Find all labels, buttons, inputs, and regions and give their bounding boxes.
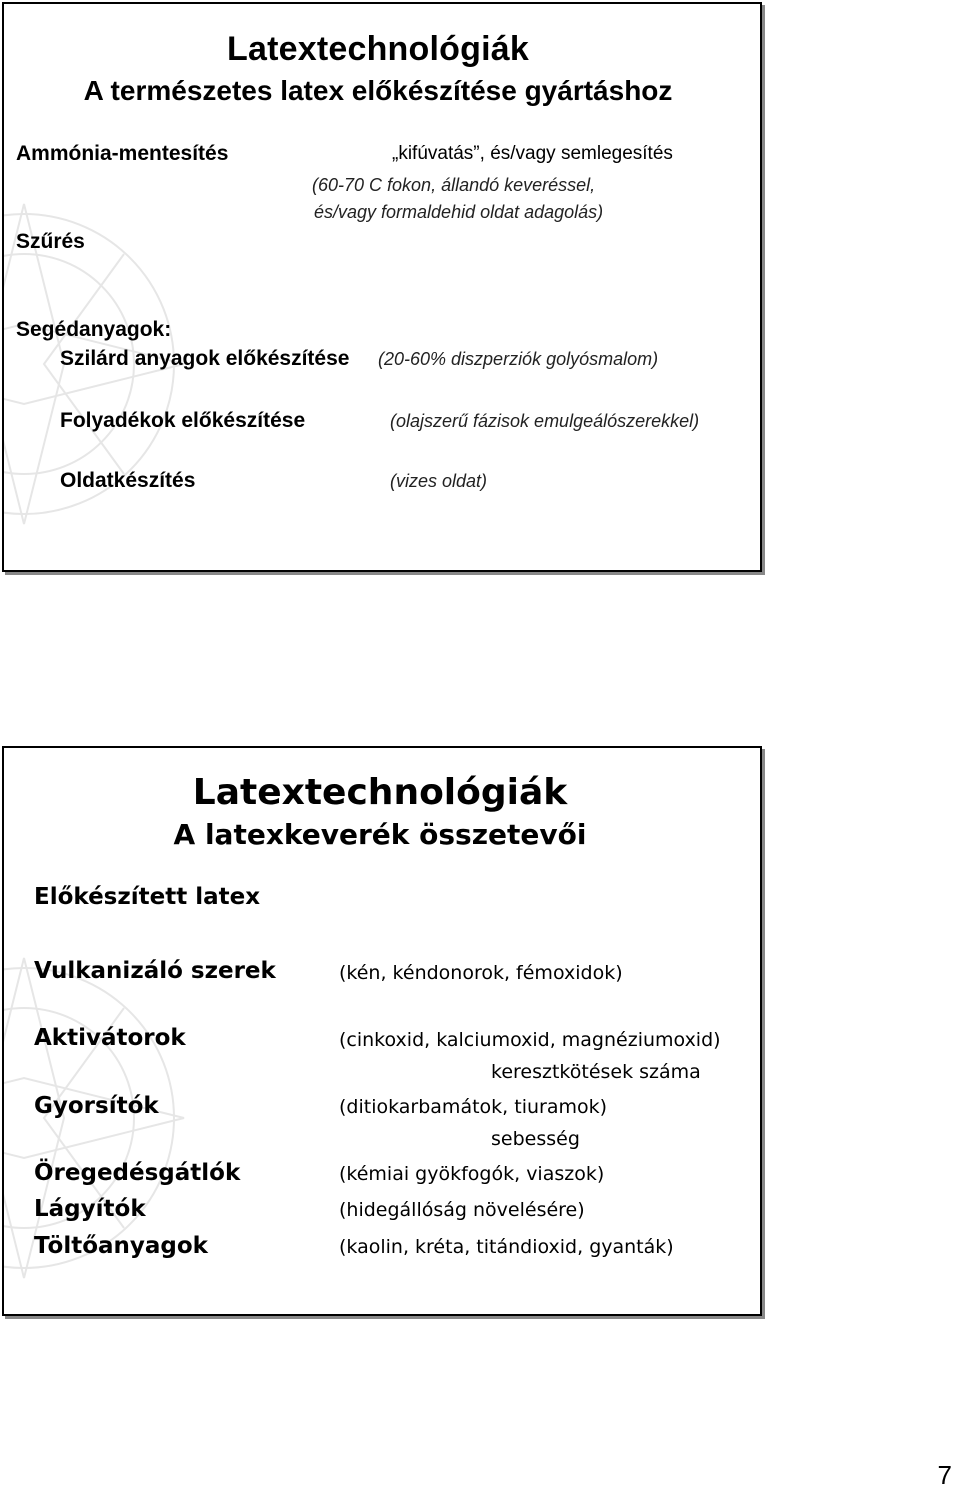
accelerators-label: Gyorsítók [34,1093,159,1119]
slide-2-title: Latextechnológiák [192,772,568,813]
solution-prep-note: (vizes oldat) [390,471,488,491]
activators-label: Aktivátorok [34,1025,186,1051]
solution-prep-label: Oldatkészítés [60,469,196,492]
auxiliaries-label: Segédanyagok: [16,318,172,341]
filtering-label: Szűrés [16,230,85,253]
slide-1-title: Latextechnológiák [227,30,529,68]
antiaging-agents-note: (kémiai gyökfogók, viaszok) [339,1163,605,1185]
liquid-prep-note: (olajszerű fázisok emulgeálószerekkel) [390,411,700,431]
plasticizers-label: Lágyítók [34,1196,146,1222]
fillers-label: Töltőanyagok [34,1233,208,1259]
slide-2-subtitle: A latexkeverék összetevői [173,818,587,851]
ammonia-removal-note: „kifúvatás”, és/vagy semlegesítés [392,143,673,164]
ammonia-detail-1: (60-70 C fokon, állandó keveréssel, [312,175,596,195]
slide-1-subtitle: A természetes latex előkészítése gyártáshoz [83,75,673,106]
antiaging-agents-label: Öregedésgátlók [34,1160,241,1186]
crosslink-count-note: keresztkötések száma [491,1061,701,1083]
activators-note: (cinkoxid, kalciumoxid, magnéziumoxid) [339,1029,721,1051]
ammonia-removal-label: Ammónia-mentesítés [16,142,229,165]
accelerators-note: (ditiokarbamátok, tiuramok) [339,1096,608,1118]
ammonia-detail-2: és/vagy formaldehid oldat adagolás) [314,202,604,222]
prepared-latex-label: Előkészített latex [34,884,261,910]
liquid-prep-label: Folyadékok előkészítése [60,409,306,432]
speed-note: sebesség [491,1128,580,1150]
fillers-note: (kaolin, kréta, titándioxid, gyanták) [339,1236,674,1258]
plasticizers-note: (hidegállóság növelésére) [339,1199,585,1221]
vulcanizing-agents-label: Vulkanizáló szerek [34,958,276,984]
solid-prep-note: (20-60% diszperziók golyósmalom) [378,349,659,369]
vulcanizing-agents-note: (kén, kéndonorok, fémoxidok) [339,962,623,984]
page-number: 7 [937,1460,952,1490]
solid-prep-label: Szilárd anyagok előkészítése [60,347,350,370]
